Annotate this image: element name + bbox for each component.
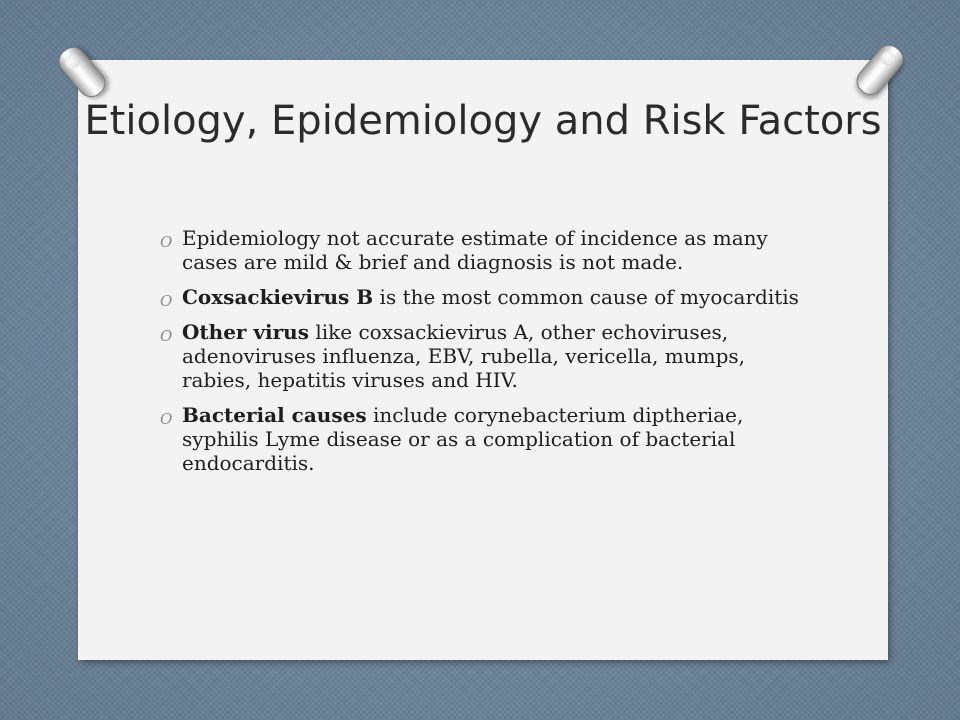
bullet-marker-icon: O — [160, 410, 173, 428]
bullet-text: is the most common cause of myocarditis — [373, 285, 799, 309]
bullet-text: like coxsackievirus A, other echoviruses, adenoviruses influenza, EBV, rubella, vericella, mumps, rabies, hepatitis viruses and HIV. — [182, 320, 745, 392]
bullet-term: Coxsackievirus B — [182, 285, 374, 309]
bullet-item — [160, 285, 810, 309]
bullet-item — [160, 320, 810, 392]
bullet-text: Epidemiology not accurate estimate of incidence as many cases are mild & brief and diagnosis is not made. — [182, 226, 768, 274]
bullet-item — [160, 403, 810, 475]
bullet-term: Bacterial causes — [182, 403, 367, 427]
bullet-item — [160, 226, 810, 274]
bullet-marker-icon: O — [160, 292, 173, 310]
bullet-term: Other virus — [182, 320, 309, 344]
bullet-text: include corynebacterium diptheriae, syphilis Lyme disease or as a complication of bacterial endocarditis. — [182, 403, 744, 475]
bullet-list — [160, 226, 810, 486]
slide-title: Etiology, Epidemiology and Risk Factors — [84, 98, 882, 144]
bullet-marker-icon: O — [160, 233, 173, 251]
bullet-marker-icon: O — [160, 327, 173, 345]
